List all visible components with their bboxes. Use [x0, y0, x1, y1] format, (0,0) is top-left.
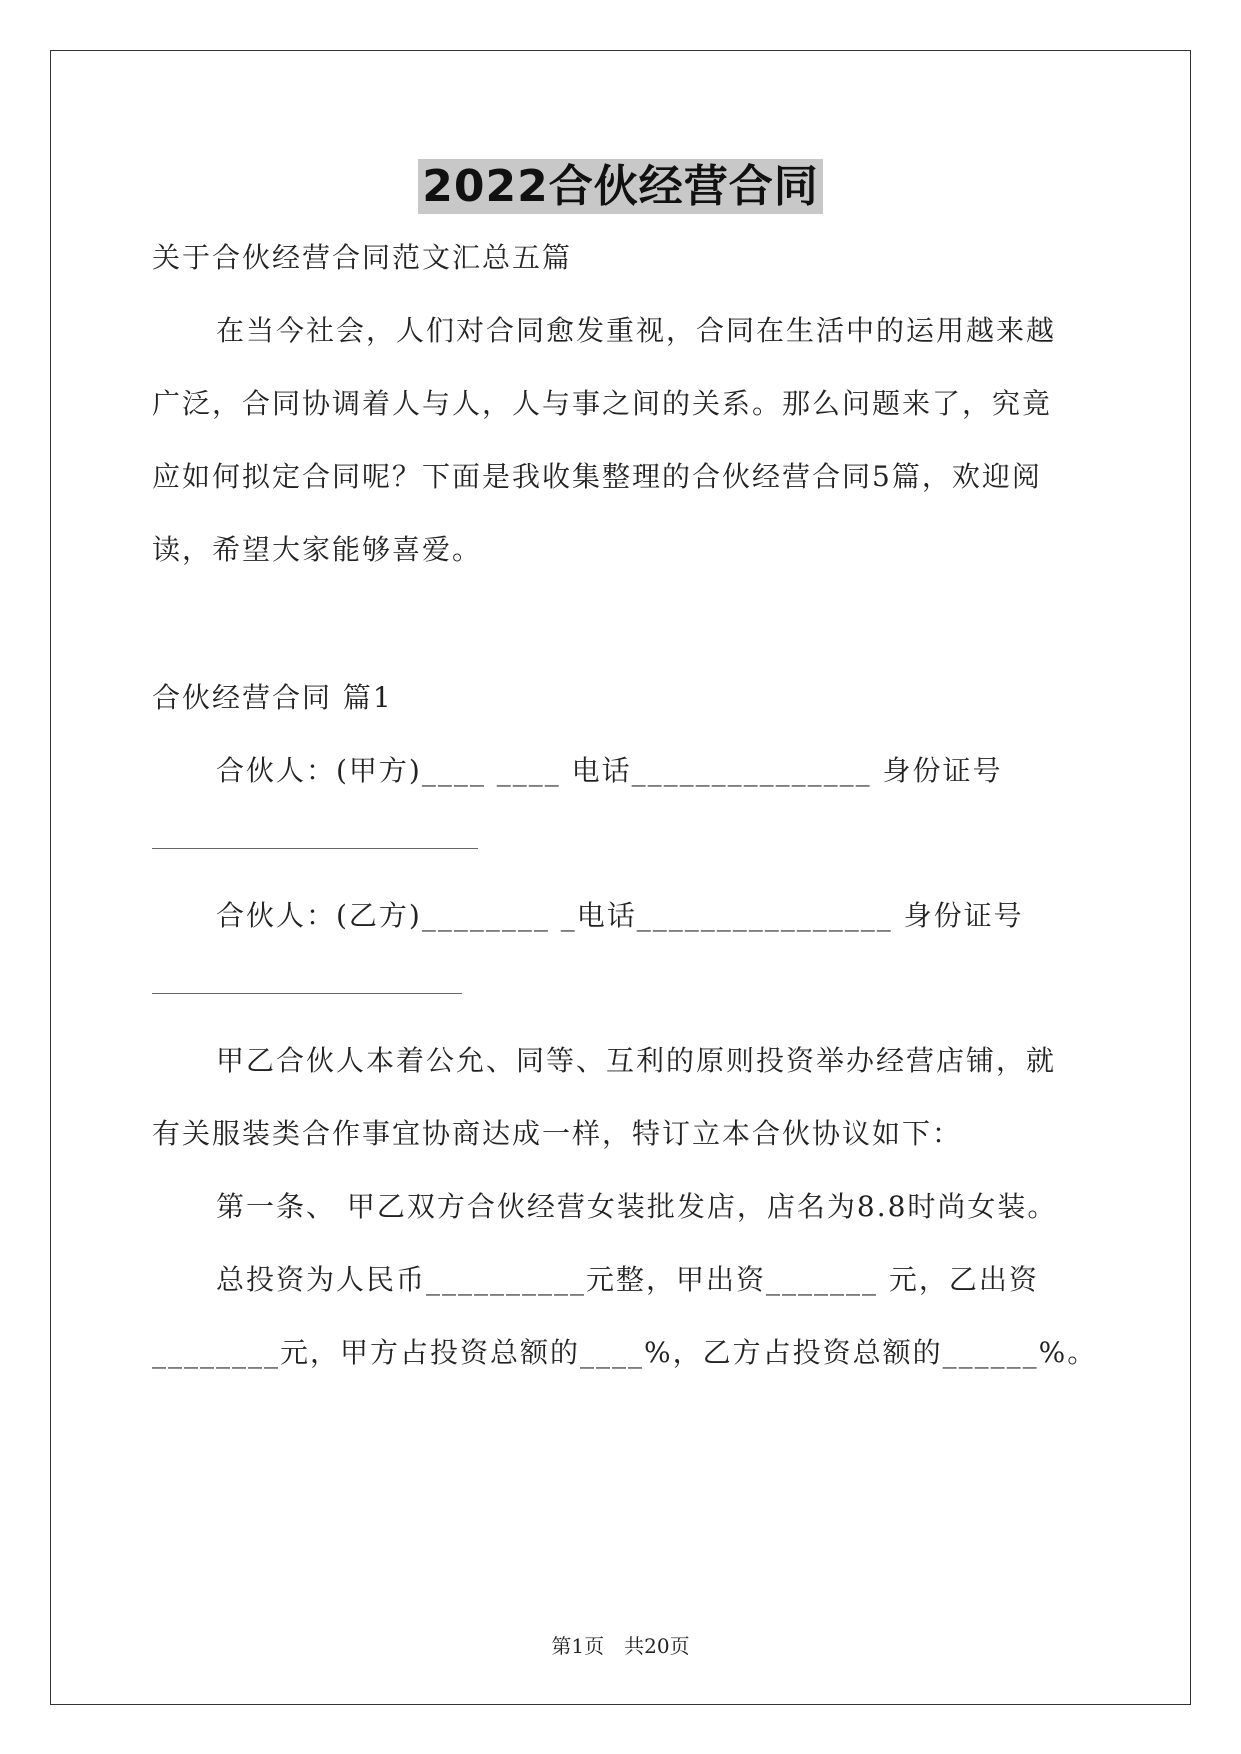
preamble-line-1: 甲乙合伙人本着公允、同等、互利的原则投资举办经营店铺，就: [216, 1044, 1057, 1077]
intro-line-3: 应如何拟定合同呢？下面是我收集整理的合伙经营合同5篇，欢迎阅: [152, 460, 1042, 493]
intro-line-1: 在当今社会，人们对合同愈发重视，合同在生活中的运用越来越: [216, 314, 1057, 347]
document-title: [0, 150, 1241, 214]
title-text: 2022合伙经营合同: [418, 159, 822, 214]
page-footer: 第1页 共20页: [551, 1634, 690, 1658]
party-b-line: 合伙人：(乙方)________ _电话________________ 身份证号: [216, 899, 1024, 932]
party-a-line: 合伙人：(甲方)____ ____ 电话_______________ 身份证号: [216, 754, 1003, 787]
party-b-id-blank: [152, 993, 462, 994]
subtitle: 关于合伙经营合同范文汇总五篇: [152, 241, 573, 274]
party-a-id-blank: [152, 848, 478, 849]
intro-line-2: 广泛，合同协调着人与人，人与事之间的关系。那么问题来了，究竟: [152, 387, 1053, 420]
investment-line-2: ________元，甲方占投资总额的____%，乙方占投资总额的______%。: [152, 1336, 1098, 1369]
investment-line-1: 总投资为人民币__________元整，甲出资_______ 元，乙出资: [216, 1263, 1039, 1296]
section-heading: 合伙经营合同 篇1: [152, 681, 393, 714]
intro-line-4: 读，希望大家能够喜爱。: [152, 533, 483, 566]
page-border: [50, 50, 1191, 1705]
article-1: 第一条、 甲乙双方合伙经营女装批发店，店名为8.8时尚女装。: [216, 1190, 1058, 1223]
preamble-line-2: 有关服装类合作事宜协商达成一样，特订立本合伙协议如下：: [152, 1117, 963, 1150]
